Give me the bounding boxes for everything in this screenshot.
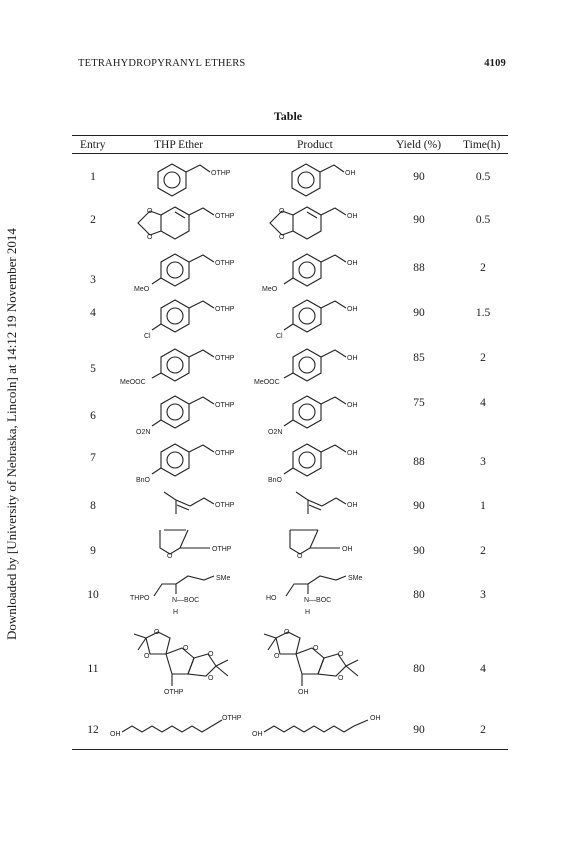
entry-number: 2 xyxy=(90,214,96,226)
time-value: 0.5 xyxy=(475,171,491,183)
label-sme: SMe xyxy=(348,575,363,582)
structure-thp-10 xyxy=(126,570,256,620)
entry-number: 5 xyxy=(90,363,96,375)
label-o: O xyxy=(338,675,344,682)
label-cl: Cl xyxy=(276,333,283,340)
label-oh: OH xyxy=(298,689,309,696)
header-entry: Entry xyxy=(80,139,106,151)
structure-thp-4 xyxy=(130,296,260,344)
label-oh: OH xyxy=(347,306,358,313)
yield-value: 88 xyxy=(413,262,425,274)
structure-product-8 xyxy=(292,488,392,518)
label-meo: MeO xyxy=(262,286,278,293)
structure-thp-6 xyxy=(130,392,260,438)
structure-thp-9 xyxy=(152,524,262,560)
structure-thp-8 xyxy=(160,488,260,518)
structure-product-7 xyxy=(262,440,392,488)
header-time: Time(h) xyxy=(463,139,501,151)
label-othp: OTHP xyxy=(211,170,231,177)
label-sme: SMe xyxy=(216,575,231,582)
structure-product-5 xyxy=(256,345,392,387)
structure-product-9 xyxy=(282,524,392,560)
yield-value: 80 xyxy=(413,663,425,675)
yield-value: 90 xyxy=(413,500,425,512)
label-oh: OH xyxy=(347,502,358,509)
yield-value: 75 xyxy=(413,397,425,409)
yield-value: 90 xyxy=(413,307,425,319)
entry-number: 1 xyxy=(90,171,96,183)
label-o: O xyxy=(297,553,303,560)
label-o: O xyxy=(208,675,214,682)
label-o: O xyxy=(274,653,280,660)
time-value: 2 xyxy=(480,545,486,557)
download-notice: Downloaded by [University of Nebraska, Lincoln] at 14:12 19 November 2014 xyxy=(4,228,19,640)
time-value: 3 xyxy=(480,456,486,468)
label-nboc: N—BOC xyxy=(172,597,200,604)
label-othp: OTHP xyxy=(215,502,235,509)
label-o: O xyxy=(167,553,173,560)
label-oh: OH xyxy=(347,402,358,409)
label-o: O xyxy=(183,645,189,652)
structure-thp-3 xyxy=(130,250,260,296)
label-othp: OTHP xyxy=(215,355,235,362)
label-o: O xyxy=(338,651,344,658)
label-oh: OH xyxy=(347,355,358,362)
label-meo: MeO xyxy=(134,286,150,293)
structure-product-10 xyxy=(258,570,388,620)
label-bno: BnO xyxy=(268,477,283,484)
time-value: 1 xyxy=(480,500,486,512)
structure-thp-1 xyxy=(152,160,252,200)
entry-number: 8 xyxy=(90,500,96,512)
label-thpo: THPO xyxy=(130,595,150,602)
running-head-title: TETRAHYDROPYRANYL ETHERS xyxy=(78,58,246,69)
yield-value: 90 xyxy=(413,214,425,226)
structure-product-4 xyxy=(262,296,392,344)
yield-value: 88 xyxy=(413,456,425,468)
entry-number: 3 xyxy=(90,274,96,286)
yield-value: 90 xyxy=(413,724,425,736)
table-bottom-rule xyxy=(72,749,508,750)
label-bno: BnO xyxy=(136,477,151,484)
table-caption: Table xyxy=(273,109,303,123)
label-oh: OH xyxy=(342,546,353,553)
time-value: 2 xyxy=(480,352,486,364)
label-oh: OH xyxy=(110,731,121,738)
structure-thp-2 xyxy=(130,203,260,245)
yield-value: 90 xyxy=(413,171,425,183)
label-othp: OTHP xyxy=(215,306,235,313)
header-thp-ether: THP Ether xyxy=(154,139,204,151)
label-o: O xyxy=(279,208,285,215)
label-othp: OTHP xyxy=(212,546,232,553)
label-othp: OTHP xyxy=(215,402,235,409)
label-h: H xyxy=(305,609,311,616)
entry-number: 7 xyxy=(90,452,96,464)
label-o: O xyxy=(279,234,285,241)
label-h: H xyxy=(173,609,179,616)
label-o2n: O2N xyxy=(136,429,151,436)
entry-number: 11 xyxy=(87,663,99,675)
label-othp: OTHP xyxy=(215,213,235,220)
entry-number: 12 xyxy=(87,724,99,736)
time-value: 4 xyxy=(480,663,486,675)
label-oh: OH xyxy=(345,170,356,177)
entry-number: 6 xyxy=(90,410,96,422)
label-meooc: MeOOC xyxy=(120,379,146,386)
label-othp: OTHP xyxy=(222,715,242,722)
entry-number: 9 xyxy=(90,545,96,557)
yield-value: 85 xyxy=(413,352,425,364)
time-value: 2 xyxy=(480,724,486,736)
yield-value: 90 xyxy=(413,545,425,557)
label-ho: HO xyxy=(266,595,277,602)
label-o: O xyxy=(313,645,319,652)
table-top-rule xyxy=(72,135,508,136)
label-cl: Cl xyxy=(144,333,151,340)
structure-thp-7 xyxy=(130,440,260,488)
time-value: 0.5 xyxy=(475,214,491,226)
table-header-rule xyxy=(72,153,508,154)
label-othp: OTHP xyxy=(215,450,235,457)
label-oh: OH xyxy=(370,715,381,722)
structure-product-11 xyxy=(258,624,388,696)
label-o: O xyxy=(147,234,153,241)
structure-thp-12 xyxy=(110,712,260,742)
label-o: O xyxy=(154,629,160,636)
label-o: O xyxy=(208,651,214,658)
structure-product-6 xyxy=(262,392,392,438)
label-oh: OH xyxy=(252,731,263,738)
entry-number: 10 xyxy=(87,589,99,601)
structure-thp-5 xyxy=(120,345,260,387)
structure-product-12 xyxy=(252,712,402,742)
header-yield: Yield (%) xyxy=(396,139,442,151)
label-meooc: MeOOC xyxy=(254,379,280,386)
label-o: O xyxy=(284,629,290,636)
header-product: Product xyxy=(297,139,333,151)
time-value: 4 xyxy=(480,397,486,409)
label-othp: OTHP xyxy=(164,689,184,696)
label-o: O xyxy=(144,653,150,660)
structure-product-2 xyxy=(262,203,392,245)
label-o: O xyxy=(147,208,153,215)
label-othp: OTHP xyxy=(215,260,235,267)
time-value: 3 xyxy=(480,589,486,601)
time-value: 1.5 xyxy=(475,307,491,319)
structure-thp-11 xyxy=(128,624,258,696)
label-nboc: N—BOC xyxy=(304,597,332,604)
yield-value: 80 xyxy=(413,589,425,601)
label-o2n: O2N xyxy=(268,429,283,436)
label-oh: OH xyxy=(347,260,358,267)
page-number: 4109 xyxy=(484,58,506,69)
label-oh: OH xyxy=(347,213,358,220)
label-oh: OH xyxy=(347,450,358,457)
structure-product-3 xyxy=(262,250,392,296)
entry-number: 4 xyxy=(90,307,96,319)
structure-product-1 xyxy=(286,160,386,200)
time-value: 2 xyxy=(480,262,486,274)
